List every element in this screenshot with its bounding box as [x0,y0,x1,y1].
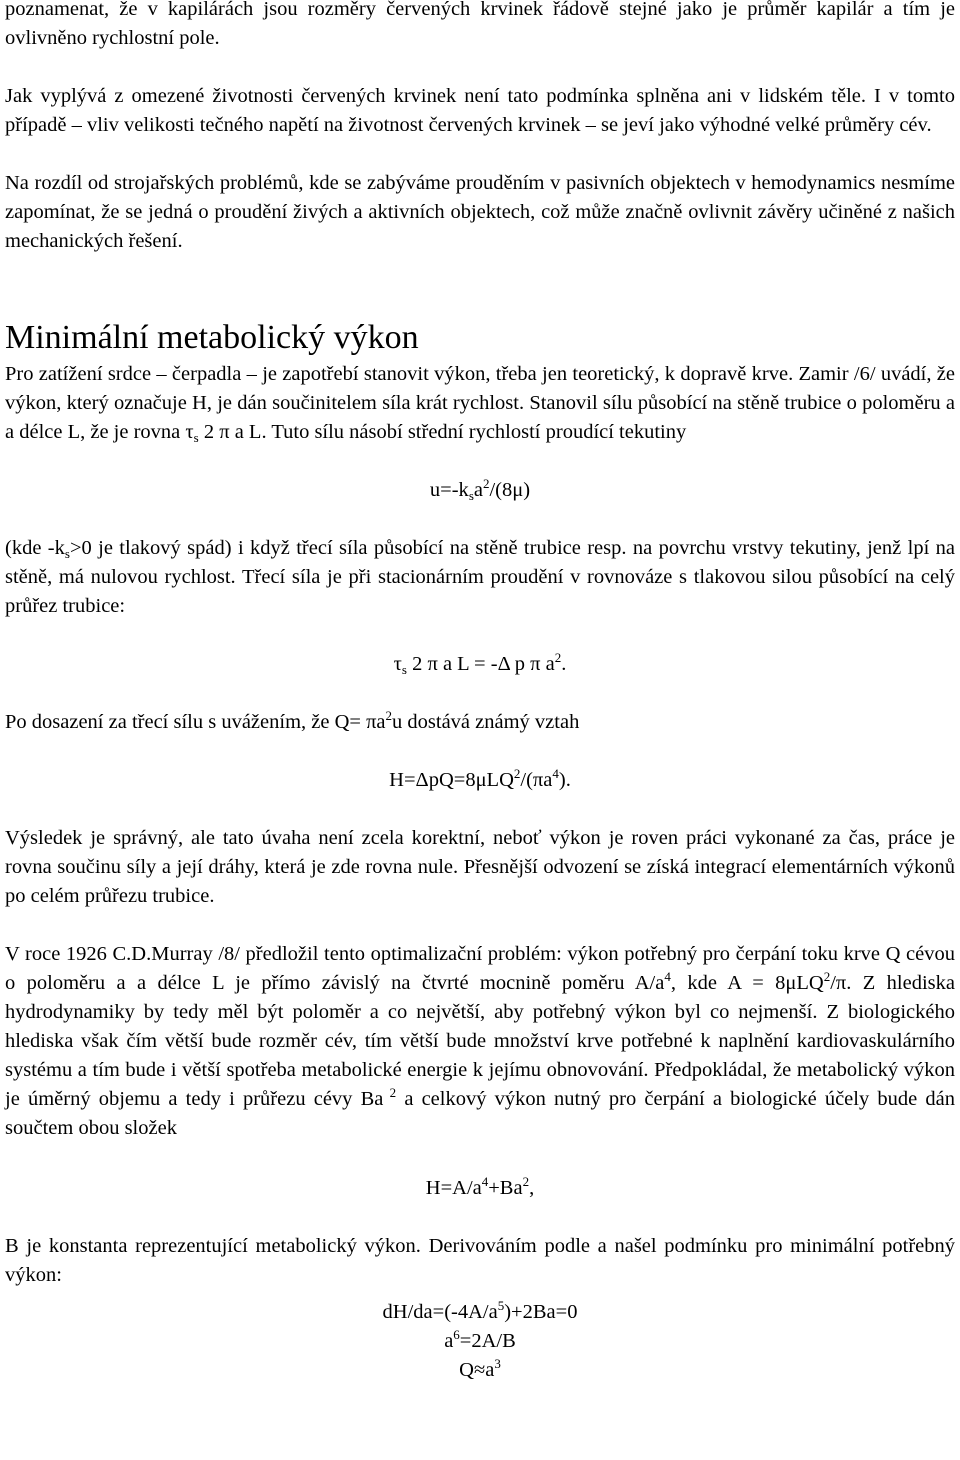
paragraph-hemodynamics: Na rozdíl od strojařských problémů, kde se zabýváme prouděním v pasivních objektech v hemodynamics nesmíme zapomínat, že se jedná o proudění živých a aktivních objektech, což může značně ovlivnit závěry učiněné z našich mechanických řešení. [5,172,955,252]
document-page [5,0,955,1385]
paragraph-substitution: Po dosazení za třecí sílu s uvážením, že $Q= \pi a^2u$ dostává známý vztah [5,708,580,733]
paragraph-constant-b: B je konstanta reprezentující metabolický výkon. Derivováním podle a našel podmínku pro minimální potřebný výkon: [5,1235,955,1286]
paragraph-result: Výsledek je správný, ale tato úvaha není zcela korektní, neboť výkon je roven práci vykonané za čas, práce je rovna součinu síly a její dráhy, která je zde rovna nule. Přesnější odvození se získá integrací elementárních výkonů po celém průřezu trubice. [5,827,955,907]
paragraph-heart-load: Pro zatížení srdce – čerpadla – je zapotřebí stanovit výkon, třeba jen teoretický, k dopravě krve. Zamir /6/ uvádí, že výkon, který označuje H, je dán součinitelem síla krát rychlost. Stanovil sílu působící na stěně trubice o poloměru a a délce L, že je rovna $\tau_s$ 2 π a L. Tuto sílu násobí střední rychlostí proudící tekutiny [5,363,955,445]
paragraph-murray: V roce 1926 C.D.Murray /8/ předložil tento optimalizační problém: výkon potřebný pro čerpání toku krve Q cévou o poloměru a a délce L je přímo závislý na čtvrté mocnině poměru $A/a^4$, kde A = 8μLQ$^2$/π. Z hlediska hydrodynamiky by tedy měl být poloměr a co největší, aby potřebný výkon byl co nejmenší. Z biologického hlediska však čím větší bude rozměr cév, tím větší bude množství krve potřebné k naplnění kardiovaskulárního systému a tím bude i větší spotřeba metabolické energie k jejímu obnovování. Předpokládal, že metabolický výkon je úměrný objemu a tedy i průřezu cévy Ba $^2$ a celkový výkon nutný pro čerpání a biologické účely bude dán součtem obou složek [5,943,955,1139]
equation-flow-approx: $Q\approx a^3$ [459,1356,501,1381]
equation-force-balance: $\tau_s$ 2 π a L = -Δ p π $a^2$. [393,650,567,677]
section-heading: Minimální metabolický výkon [5,319,419,356]
paragraph-pressure-gradient: (kde $-k_s>0$ je tlakový spád) i když třecí síla působící na stěně trubice resp. na povrchu vrstvy tekutiny, jenž lpí na stěně, má nulovou rychlost. Třecí síla je při stacionárním proudění v rovnováze s tlakovou silou působící na celý průřez trubice: [5,537,955,617]
equation-total-power: $H=A/a^4+Ba^2$, [425,1174,535,1199]
intro-paragraph: poznamenat, že v kapilárách jsou rozměry červených krvinek řádově stejné jako je průměr kapilár a tím je ovlivněno rychlostní pole. [5,0,955,49]
equation-derivative: $dH/da=(-4A/a^5)+2Ba=0$ [382,1298,578,1323]
equation-a-sixth: $a^6=2A/B$ [444,1327,516,1352]
equation-power: $H=\Delta pQ=8\mu LQ^2/(\pi a^4)$. [389,766,571,791]
paragraph-lifespan: Jak vyplývá z omezené životnosti červených krvinek není tato podmínka splněna ani v lidském těle. I v tomto případě – vliv velikosti tečného napětí na životnost červených krvinek – se jeví jako výhodné velké průměry cév. [5,85,955,136]
equation-velocity: $u=-k_sa^2/(8\mu)$ [429,476,531,503]
